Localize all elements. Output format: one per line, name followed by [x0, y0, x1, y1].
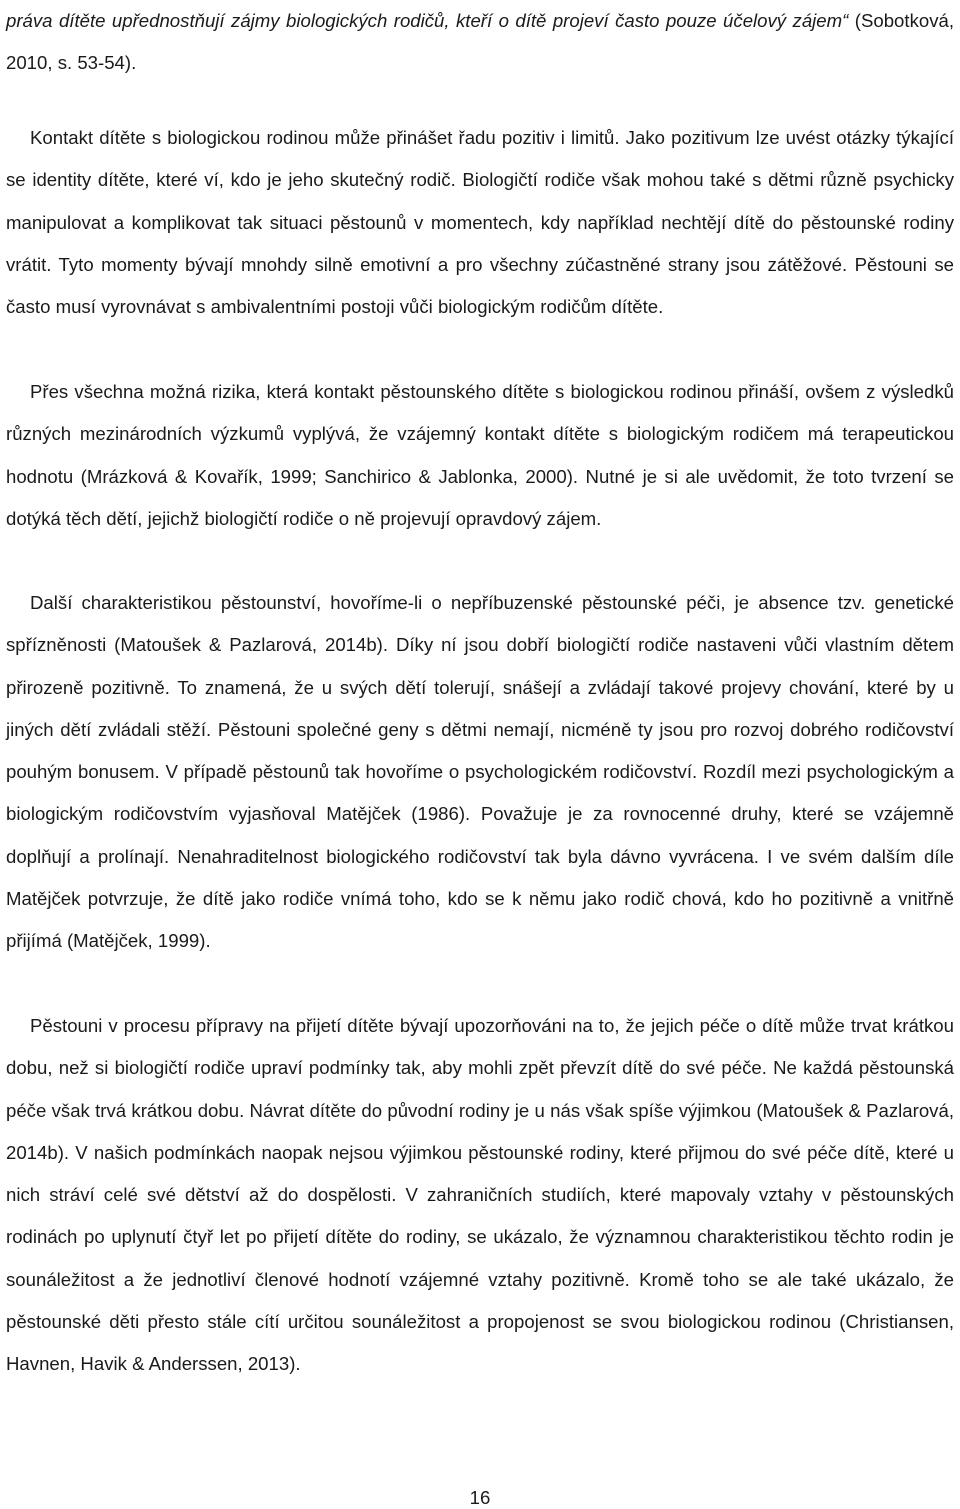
- paragraph-foster-preparation: Pěstouni v procesu přípravy na přijetí dítěte bývají upozorňováni na to, že jejich péče o dítě může trvat krátkou dobu, než si biologičtí rodiče upraví podmínky tak, aby mohli zpět převzít dítě do své péče. Ne každá pěstounská péče však trvá krátkou dobu. Návrat dítěte do původní rodiny je u nás však spíše výjimkou (Matoušek & Pazlarová, 2014b). V našich podmínkách naopak nejsou výjimkou pěstounské rodiny, které přijmou do své péče dítě, které u nich stráví celé své dětství až do dospělosti. V zahraničních studiích, které mapovaly vztahy v pěstounských rodinách po uplynutí čtyř let po přijetí dítěte do rodiny, se ukázalo, že významnou charakteristikou těchto rodin je sounáležitost a že jednotliví členové hodnotí vzájemné vztahy pozitivně. Kromě toho se ale také ukázalo, že pěstounské děti přesto stále cítí určitou sounáležitost a propojenost se svou biologickou rodinou (Christiansen, Havnen, Havik & Anderssen, 2013).: [6, 1015, 954, 1375]
- paragraph-biological-contact: Kontakt dítěte s biologickou rodinou může přinášet řadu pozitiv i limitů. Jako pozitivum lze uvést otázky týkající se identity dítěte, které ví, kdo je jeho skutečný rodič. Biologičtí rodiče však mohou také s dětmi různě psychicky manipulovat a komplikovat tak situaci pěstounů v momentech, kdy například nechtějí dítě do pěstounské rodiny vrátit. Tyto momenty bývají mnohdy silně emotivní a pro všechny zúčastněné strany jsou zátěžové. Pěstouni se často musí vyrovnávat s ambivalentními postoji vůči biologickým rodičům dítěte.: [6, 127, 954, 318]
- paragraph-genetic-relatedness: Další charakteristikou pěstounství, hovoříme-li o nepříbuzenské pěstounské péči, je absence tzv. genetické spřízněnosti (Matoušek & Pazlarová, 2014b). Díky ní jsou dobří biologičtí rodiče nastaveni vůči vlastním dětem přirozeně pozitivně. To znamená, že u svých dětí tolerují, snášejí a zvládají takové projevy chování, které by u jiných dětí zvládali stěží. Pěstouni společné geny s dětmi nemají, nicméně ty jsou pro rozvoj dobrého rodičovství pouhým bonusem. V případě pěstounů tak hovoříme o psychologickém rodičovství. Rozdíl mezi psychologickým a biologickým rodičovstvím vyjasňoval Matějček (1986). Považuje je za rovnocenné druhy, které se vzájemně doplňují a prolínají. Nenahraditelnost biologického rodičovství tak byla dávno vyvrácena. I ve svém dalším díle Matějček potvrzuje, že dítě jako rodiče vnímá toho, kdo se k němu jako rodič chová, kdo ho pozitivně a vnitřně přijímá (Matějček, 1999).: [6, 592, 954, 952]
- paragraph-contact-risks: Přes všechna možná rizika, která kontakt pěstounského dítěte s biologickou rodinou přináší, ovšem z výsledků různých mezinárodních výzkumů vyplývá, že vzájemný kontakt dítěte s biologickým rodičem má terapeutickou hodnotu (Mrázková & Kovařík, 1999; Sanchirico & Jablonka, 2000). Nutné je si ale uvědomit, že toto tvrzení se dotýká těch dětí, jejichž biologičtí rodiče o ně projevují opravdový zájem.: [6, 381, 954, 529]
- citation-text: (Sobotková, 2010, s. 53-54).: [6, 10, 955, 74]
- italic-quote-end: práva dítěte upřednostňují zájmy biologických rodičů, kteří o dítě projeví často pouze účelový zájem“: [6, 10, 849, 31]
- page-number: 16: [469, 1487, 491, 1508]
- paragraph-continuation: [6, 0, 954, 85]
